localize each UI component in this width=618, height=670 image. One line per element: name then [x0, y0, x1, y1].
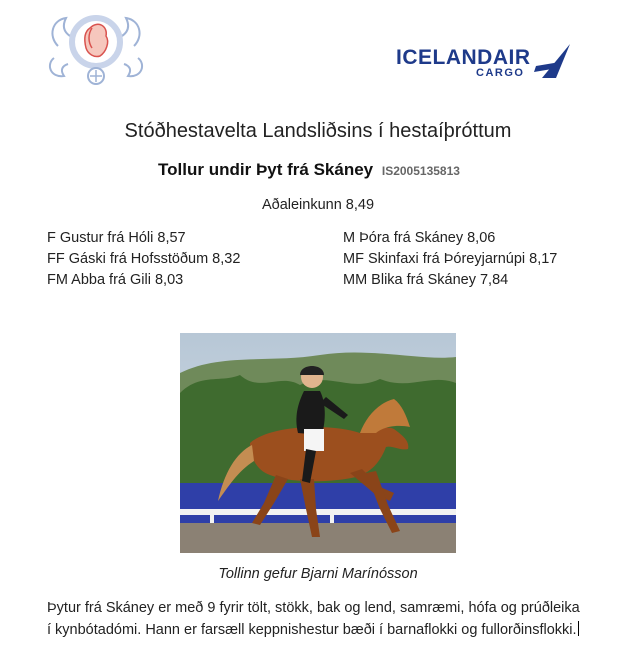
pedigree-line: FM Abba frá Gili 8,03	[47, 272, 184, 288]
horse-registration: IS2005135813	[381, 164, 460, 178]
pedigree-line: F Gustur frá Hóli 8,57	[47, 230, 186, 246]
photo-caption: Tollinn gefur Bjarni Marínósson	[218, 566, 418, 582]
landssamband-logo	[44, 6, 148, 88]
description-paragraph[interactable]	[47, 598, 587, 641]
text-cursor	[578, 621, 579, 636]
horse-name: Tollur undir Þyt frá Skáney	[158, 160, 374, 179]
pedigree-line: MF Skinfaxi frá Þóreyjarnúpi 8,17	[343, 251, 558, 267]
pedigree-sire-side	[47, 228, 240, 291]
horse-photo	[180, 333, 456, 553]
pedigree-line: M Þóra frá Skáney 8,06	[343, 230, 496, 246]
rider-on-horse-photo-icon	[180, 333, 456, 553]
horse-heading	[0, 160, 618, 180]
overall-score: Aðaleinkunn 8,49	[261, 197, 375, 213]
pedigree-line: MM Blika frá Skáney 7,84	[343, 272, 509, 288]
description-text: Þytur frá Skáney er með 9 fyrir tölt, stökk, bak og lend, samræmi, hófa og prúðleika í kynbótadómi. Hann er farsæll keppnishestur bæði í barnaflokki og fullorðinsflokki.	[47, 600, 580, 638]
icelandair-wing-icon	[532, 42, 572, 80]
pedigree-line: FF Gáski frá Hofsstöðum 8,32	[47, 251, 241, 267]
page-title: Stóðhestavelta Landsliðsins í hestaíþróttum	[124, 120, 512, 142]
icelandair-cargo-logo	[392, 40, 574, 84]
landssamband-emblem-icon	[44, 6, 148, 88]
logo-cargo-text: CARGO	[476, 67, 525, 79]
logo-wordmark: ICELANDAIR	[396, 46, 531, 69]
pedigree-dam-side	[343, 228, 557, 291]
